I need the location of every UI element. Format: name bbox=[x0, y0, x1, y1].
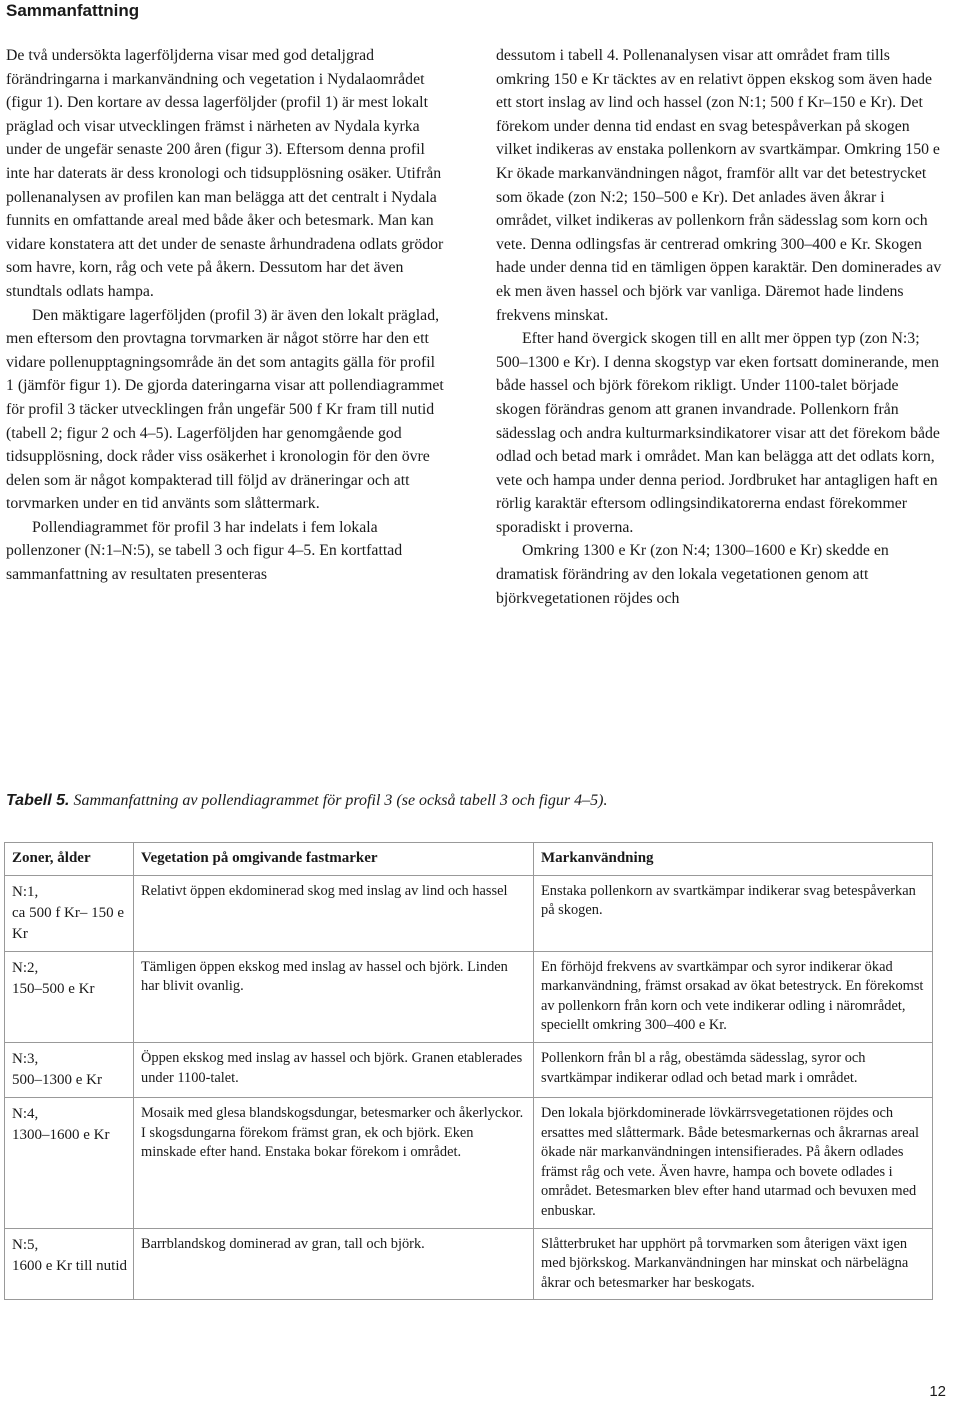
zone-cell bbox=[5, 951, 134, 1042]
column-header-land-use: Markanvändning bbox=[534, 843, 933, 876]
vegetation-cell: Mosaik med glesa blandskogsdungar, betesmarker och åkerlyckor. I skogsdungarna förekom främst gran, ek och björk. Eken minskade efter hand. Enstaka bokar förekom i området. bbox=[134, 1097, 534, 1228]
vegetation-cell: Tämligen öppen ekskog med inslag av hassel och björk. Linden har blivit ovanlig. bbox=[134, 951, 534, 1042]
vegetation-cell: Relativt öppen ekdominerad skog med inslag av lind och hassel bbox=[134, 875, 534, 951]
zone-age: 1600 e Kr till nutid bbox=[12, 1257, 127, 1274]
right-column bbox=[496, 44, 944, 610]
land-use-cell: Slåtterbruket har upphört på torvmarken som återigen växt igen med björkskog. Markanvändningen har minskat och närbelägna åkrar och betesmarker har beskogats. bbox=[534, 1228, 933, 1300]
column-header-zones: Zoner, ålder bbox=[5, 843, 134, 876]
table-caption-label: Tabell 5. bbox=[6, 792, 70, 809]
table-row bbox=[5, 1042, 933, 1097]
pollen-summary-table bbox=[4, 842, 933, 1300]
zone-age: 150–500 e Kr bbox=[12, 980, 95, 997]
table-caption-text: Sammanfattning av pollendiagrammet för profil 3 (se också tabell 3 och figur 4–5). bbox=[69, 792, 608, 809]
zone-label: N:3, bbox=[12, 1050, 39, 1067]
page-number: 12 bbox=[929, 1383, 946, 1400]
land-use-cell: En förhöjd frekvens av svartkämpar och syror indikerar ökad markanvändning, främst orsakad av ökat betestryck. En förekomst av pollenkorn från korn och vete indikerar odling i närområdet, speciellt omkring 300–400 e Kr. bbox=[534, 951, 933, 1042]
zone-label: N:1, bbox=[12, 883, 39, 900]
paragraph: Omkring 1300 e Kr (zon N:4; 1300–1600 e Kr) skedde en dramatisk förändring av den lokala vegetationen genom att björkvegetationen röjdes och bbox=[496, 542, 889, 607]
zone-age: 500–1300 e Kr bbox=[12, 1071, 102, 1088]
land-use-cell: Pollenkorn från bl a råg, obestämda sädesslag, syror och svartkämpar indikerar odlad och betad mark i området. bbox=[534, 1042, 933, 1097]
vegetation-cell: Öppen ekskog med inslag av hassel och björk. Granen etablerades under 1100-talet. bbox=[134, 1042, 534, 1097]
zone-age: 1300–1600 e Kr bbox=[12, 1126, 110, 1143]
paragraph: dessutom i tabell 4. Pollenanalysen visar att området fram tills omkring 150 e Kr täcktes av en relativt öppen ekskog som även hade ett stort inslag av lind och hassel (zon N:1; 500 f Kr–150 e Kr). Det förekom under denna tid endast en svag betespåverkan på skogen vilket indikeras av enstaka pollenkorn av svartkämpar. Omkring 150 e Kr ökade markanvändningen något, framför allt var det betestrycket som ökade (zon N:2; 150–500 e Kr). Det anlades även åkrar i området, vilket indikeras av pollenkorn från sädesslag som korn och vete. Denna odlingsfas är centrerad omkring 300–400 e Kr. Skogen hade under denna tid en tämligen öppen karaktär. Den dominerades av ek men även hassel och björk var vanliga. Däremot hade lindens frekvens minskat. bbox=[496, 47, 942, 324]
table-row bbox=[5, 951, 933, 1042]
zone-label: N:4, bbox=[12, 1105, 39, 1122]
land-use-cell: Enstaka pollenkorn av svartkämpar indikerar svag betespåverkan på skogen. bbox=[534, 875, 933, 951]
zone-age: ca 500 f Kr– 150 e Kr bbox=[12, 904, 125, 942]
paragraph: De två undersökta lagerföljderna visar med god detaljgrad förändringarna i markanvändning och vegetation i Nydalaområdet (figur 1). Den kortare av dessa lagerföljder (profil 1) är mest lokalt präglad och visar utvecklingen främst i närheten av Nydala kyrka under de ungefär senaste 200 åren (figur 3). Eftersom denna profil inte har daterats är dess kronologi och tidsupplösning osäker. Utifrån pollenanalysen av profilen kan man belägga att det centralt i Nydala funnits en omfattande areal med både åker och betesmark. Man kan vidare konstatera att det under de senaste århundradena odlats grödor som havre, korn, råg och vete på åkern. Dessutom har det även stundtals odlats hampa. bbox=[6, 47, 444, 300]
table-caption bbox=[6, 790, 946, 812]
zone-cell bbox=[5, 1042, 134, 1097]
zone-cell bbox=[5, 875, 134, 951]
table-row bbox=[5, 875, 933, 951]
paragraph: Pollendiagrammet för profil 3 har indelats i fem lokala pollenzoner (N:1–N:5), se tabell 3 och figur 4–5. En kortfattad sammanfattning av resultaten presenteras bbox=[6, 518, 403, 584]
table-row bbox=[5, 1228, 933, 1300]
table-row bbox=[5, 1097, 933, 1228]
land-use-cell: Den lokala björkdominerade lövkärrsvegetationen röjdes och ersattes med slåttermark. Både betesmarkernas och åkrarnas areal ökade när markanvändningen intensifierades. På åkern odlades främst råg och vete. Även havre, hampa och bovete odlades i området. Betesmarken blev efter hand utarmad och bevuxen med enbuskar. bbox=[534, 1097, 933, 1228]
zone-cell bbox=[5, 1228, 134, 1300]
table-header-row bbox=[5, 843, 933, 876]
zone-label: N:5, bbox=[12, 1236, 39, 1253]
left-column bbox=[6, 44, 446, 587]
column-header-vegetation: Vegetation på omgivande fastmarker bbox=[134, 843, 534, 876]
vegetation-cell: Barrblandskog dominerad av gran, tall och björk. bbox=[134, 1228, 534, 1300]
zone-cell bbox=[5, 1097, 134, 1228]
zone-label: N:2, bbox=[12, 959, 39, 976]
paragraph: Den mäktigare lagerföljden (profil 3) är även den lokalt präglad, men eftersom den provtagna torvmarken är något större har den ett vidare pollenupptagningsområde än det som antagits gälla för profil 1 (jämför figur 1). De gjorda dateringarna visar att pollendiagrammet för profil 3 täcker utvecklingen från ungefär 500 f Kr fram till nutid (tabell 2; figur 2 och 4–5). Lagerföljden har genomgående god tidsupplösning, dock råder viss osäkerhet i kronologin för den övre delen som är något kompakterad till följd av dräneringar och att torvmarken under en tid använts som slåttermark. bbox=[6, 306, 444, 513]
paragraph: Efter hand övergick skogen till en allt mer öppen typ (zon N:3; 500–1300 e Kr). I denna skogstyp var eken fortsatt dominerande, men både hassel och björk förekom rikligt. Under 1100-talet började skogen förändras genom att granen invandrade. Pollenkorn från sädesslag och andra kulturmarksindikatorer visar att det förekom både odlad och betad mark i området. Man kan belägga att det odlats korn, vete och hampa under denna period. Jordbruket har antagligen haft en rörlig karaktär eftersom odlingsindikatorerna endast förekommer sporadiskt i proverna. bbox=[496, 330, 940, 536]
section-heading: Sammanfattning bbox=[6, 1, 140, 20]
